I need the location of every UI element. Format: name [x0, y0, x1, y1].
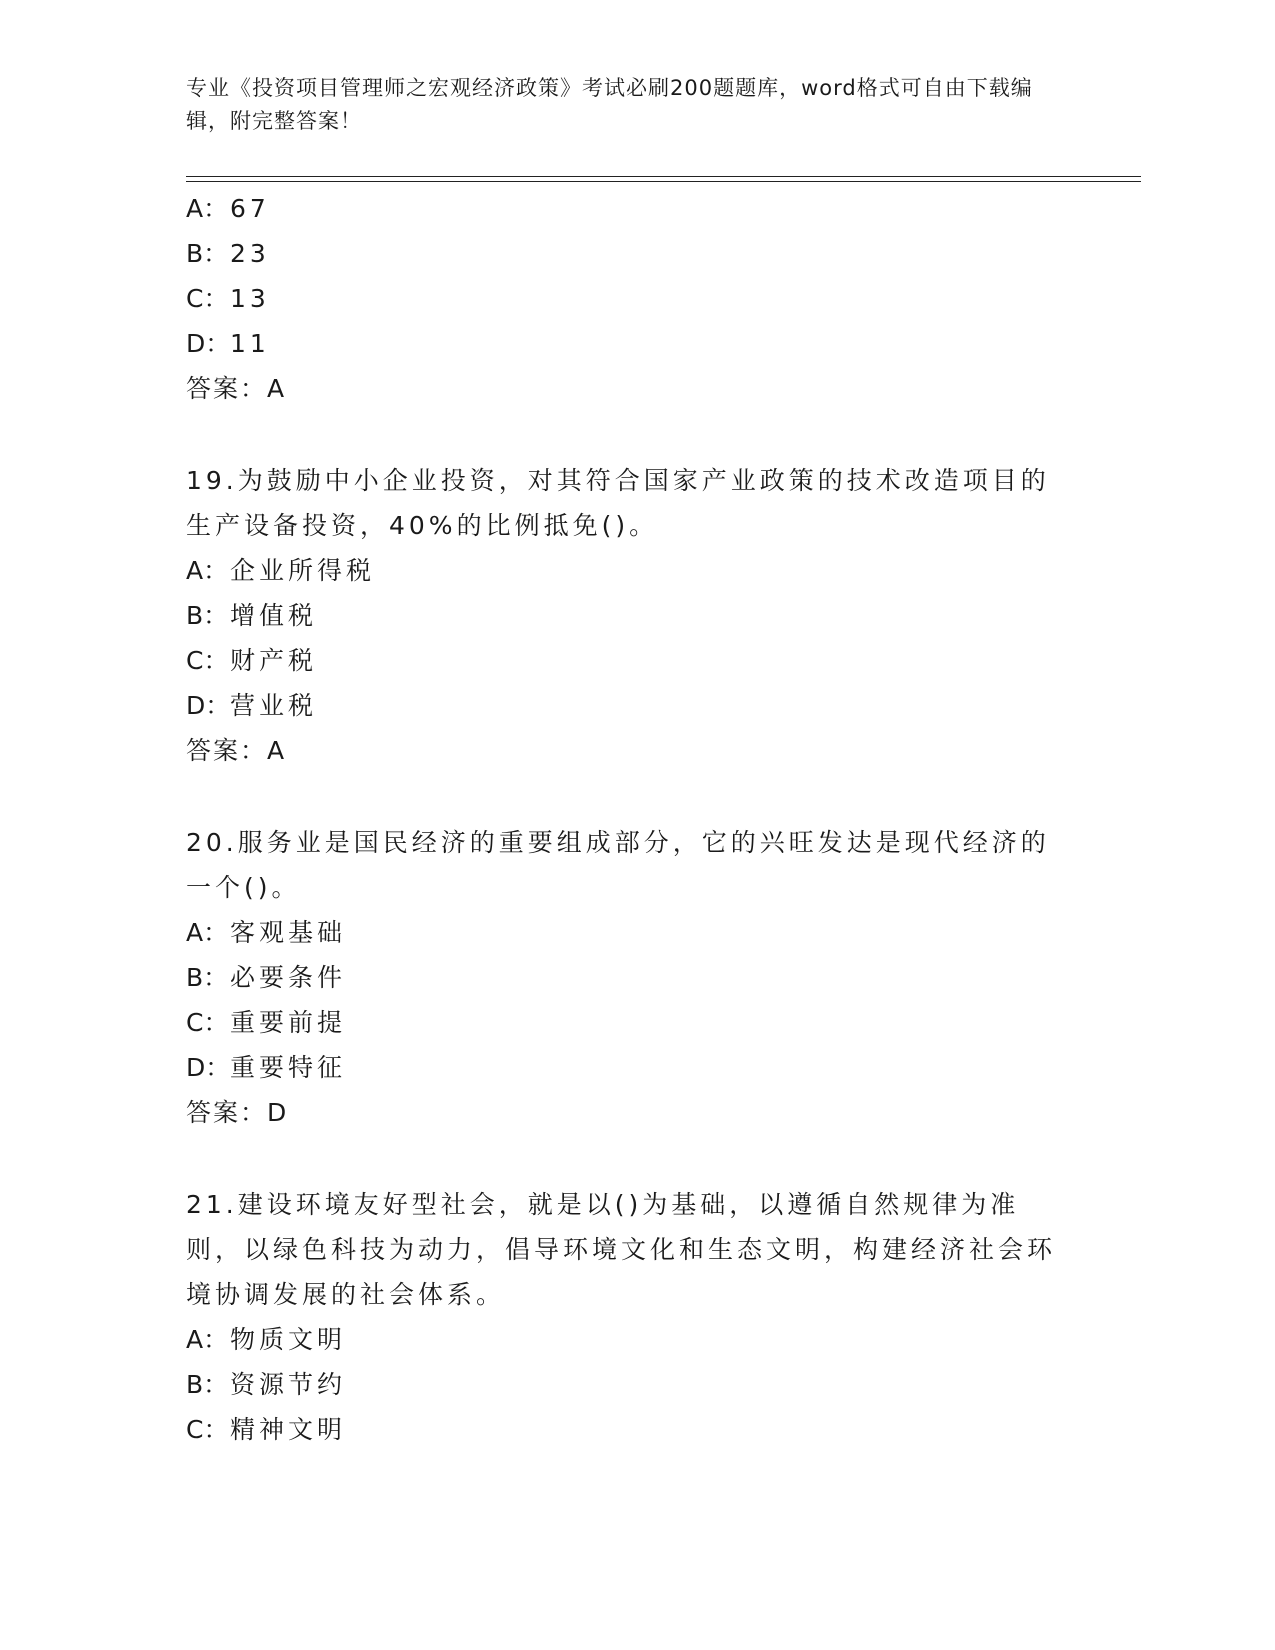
question-text: 21.建设环境友好型社会，就是以()为基础，以遵循自然规律为准则，以绿色科技为动力，倡导环境文化和生态文明，构建经济社会环境协调发展的社会体系。: [186, 1190, 1057, 1309]
option-d: D：营业税: [186, 691, 318, 720]
option-b: B：资源节约: [186, 1370, 347, 1399]
option-b: B：必要条件: [186, 963, 347, 992]
question-20: [186, 820, 1086, 1135]
header-divider-bottom: [186, 181, 1141, 182]
option-c: C：精神文明: [186, 1415, 347, 1444]
document-header: 专业《投资项目管理师之宏观经济政策》考试必刷200题题库，word格式可自由下载编辑，附完整答案！: [186, 76, 1033, 133]
question-18-tail: [186, 186, 1086, 411]
option-a: A：企业所得税: [186, 556, 376, 585]
question-text: 19.为鼓励中小企业投资，对其符合国家产业政策的技术改造项目的生产设备投资，40%的比例抵免()。: [186, 466, 1050, 540]
option-a: A：客观基础: [186, 918, 347, 947]
option-d: D：重要特征: [186, 1053, 347, 1082]
option-d: D：11: [186, 329, 270, 358]
option-c: C：财产税: [186, 646, 318, 675]
question-21: [186, 1182, 1086, 1452]
answer-line: 答案：D: [186, 1098, 289, 1127]
option-c: C：13: [186, 284, 270, 313]
option-a: A：67: [186, 194, 270, 223]
option-b: B：增值税: [186, 601, 318, 630]
question-text: 20.服务业是国民经济的重要组成部分，它的兴旺发达是现代经济的一个()。: [186, 828, 1050, 902]
header-divider-top: [186, 176, 1141, 177]
answer-line: 答案：A: [186, 374, 287, 403]
option-a: A：物质文明: [186, 1325, 347, 1354]
option-b: B：23: [186, 239, 270, 268]
question-19: [186, 458, 1086, 773]
answer-line: 答案：A: [186, 736, 287, 765]
option-c: C：重要前提: [186, 1008, 347, 1037]
